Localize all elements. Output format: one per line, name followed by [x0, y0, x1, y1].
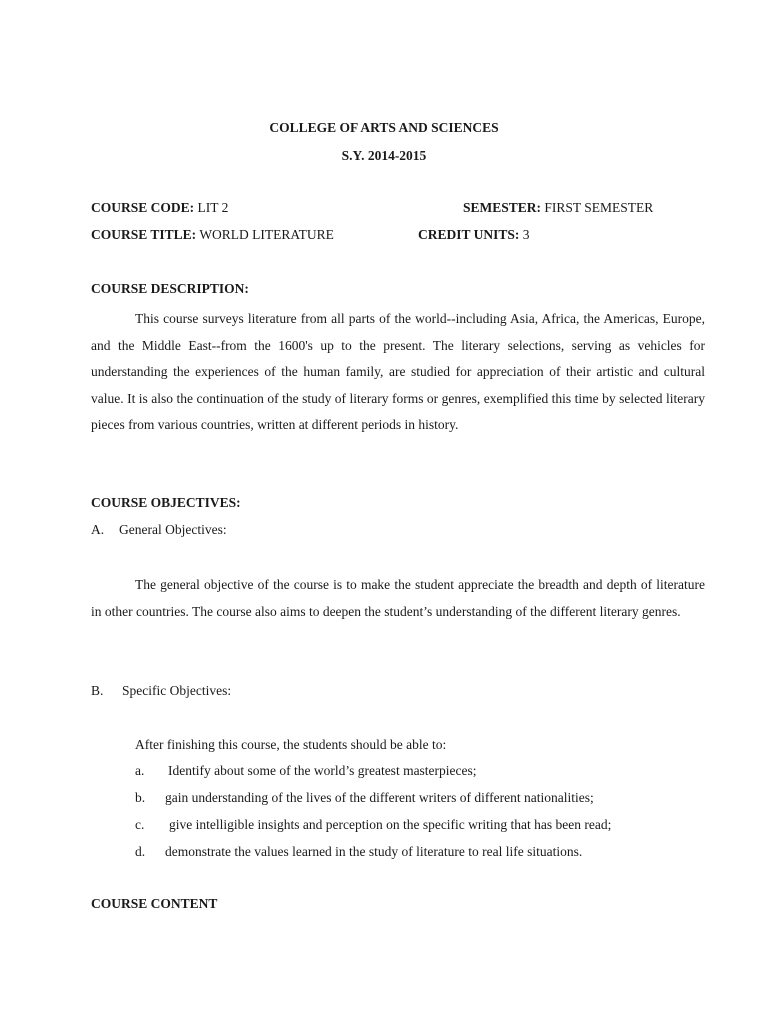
course-code-value: LIT 2: [197, 200, 229, 215]
objective-item: [135, 817, 611, 833]
course-code-line: [91, 200, 228, 216]
objective-item-marker: a.: [135, 763, 145, 778]
credit-units-value: 3: [522, 227, 530, 242]
semester-label: SEMESTER:: [463, 200, 542, 215]
specific-objectives-intro: After finishing this course, the students should be able to:: [135, 737, 447, 752]
objective-item: [135, 790, 594, 806]
objective-item: [135, 844, 582, 860]
course-content-heading: COURSE CONTENT: [91, 896, 218, 911]
general-objectives-marker: A.: [91, 522, 105, 537]
semester-value: FIRST SEMESTER: [544, 200, 654, 215]
course-title-label: COURSE TITLE:: [91, 227, 197, 242]
general-objectives-line: [91, 522, 227, 538]
course-code-label: COURSE CODE:: [91, 200, 195, 215]
objective-item-text: demonstrate the values learned in the study of literature to real life situations.: [165, 844, 583, 859]
course-title-line: [91, 227, 334, 243]
objective-item-marker: c.: [135, 817, 145, 832]
objective-item-text: give intelligible insights and perception on the specific writing that has been read;: [169, 817, 612, 832]
objective-item-text: gain understanding of the lives of the different writers of different nationalities;: [165, 790, 594, 805]
description-heading: COURSE DESCRIPTION:: [91, 281, 249, 296]
course-title-value: WORLD LITERATURE: [199, 227, 334, 242]
description-paragraph: This course surveys literature from all parts of the world--including Asia, Africa, the Americas, Europe, and the Middle East--from the 1600's up to the present. The literary selections, serving as vehicles for understanding the experiences of the human family, are studied for appreciation of their artistic and cultural value. It is also the continuation of the study of literary forms or genres, exemplified this time by selected literary pieces from various countries, written at different periods in history.: [91, 311, 705, 433]
credit-units-line: [418, 227, 530, 243]
semester-line: [463, 200, 653, 216]
school-year: S.Y. 2014-2015: [341, 148, 427, 163]
general-objectives-label: General Objectives:: [119, 522, 227, 537]
objective-item-text: Identify about some of the world’s greatest masterpieces;: [168, 763, 477, 778]
objective-item-marker: d.: [135, 844, 146, 859]
objectives-heading: COURSE OBJECTIVES:: [91, 495, 241, 510]
college-name: COLLEGE OF ARTS AND SCIENCES: [269, 120, 499, 135]
objective-item-marker: b.: [135, 790, 146, 805]
specific-objectives-line: [91, 683, 231, 699]
specific-objectives-marker: B.: [91, 683, 104, 698]
credit-units-label: CREDIT UNITS:: [418, 227, 520, 242]
general-objectives-paragraph: The general objective of the course is to make the student appreciate the breadth and depth of literature in other countries. The course also aims to deepen the student’s understanding of the different literary genres.: [91, 577, 705, 619]
objective-item: [135, 763, 477, 779]
specific-objectives-label: Specific Objectives:: [122, 683, 232, 698]
